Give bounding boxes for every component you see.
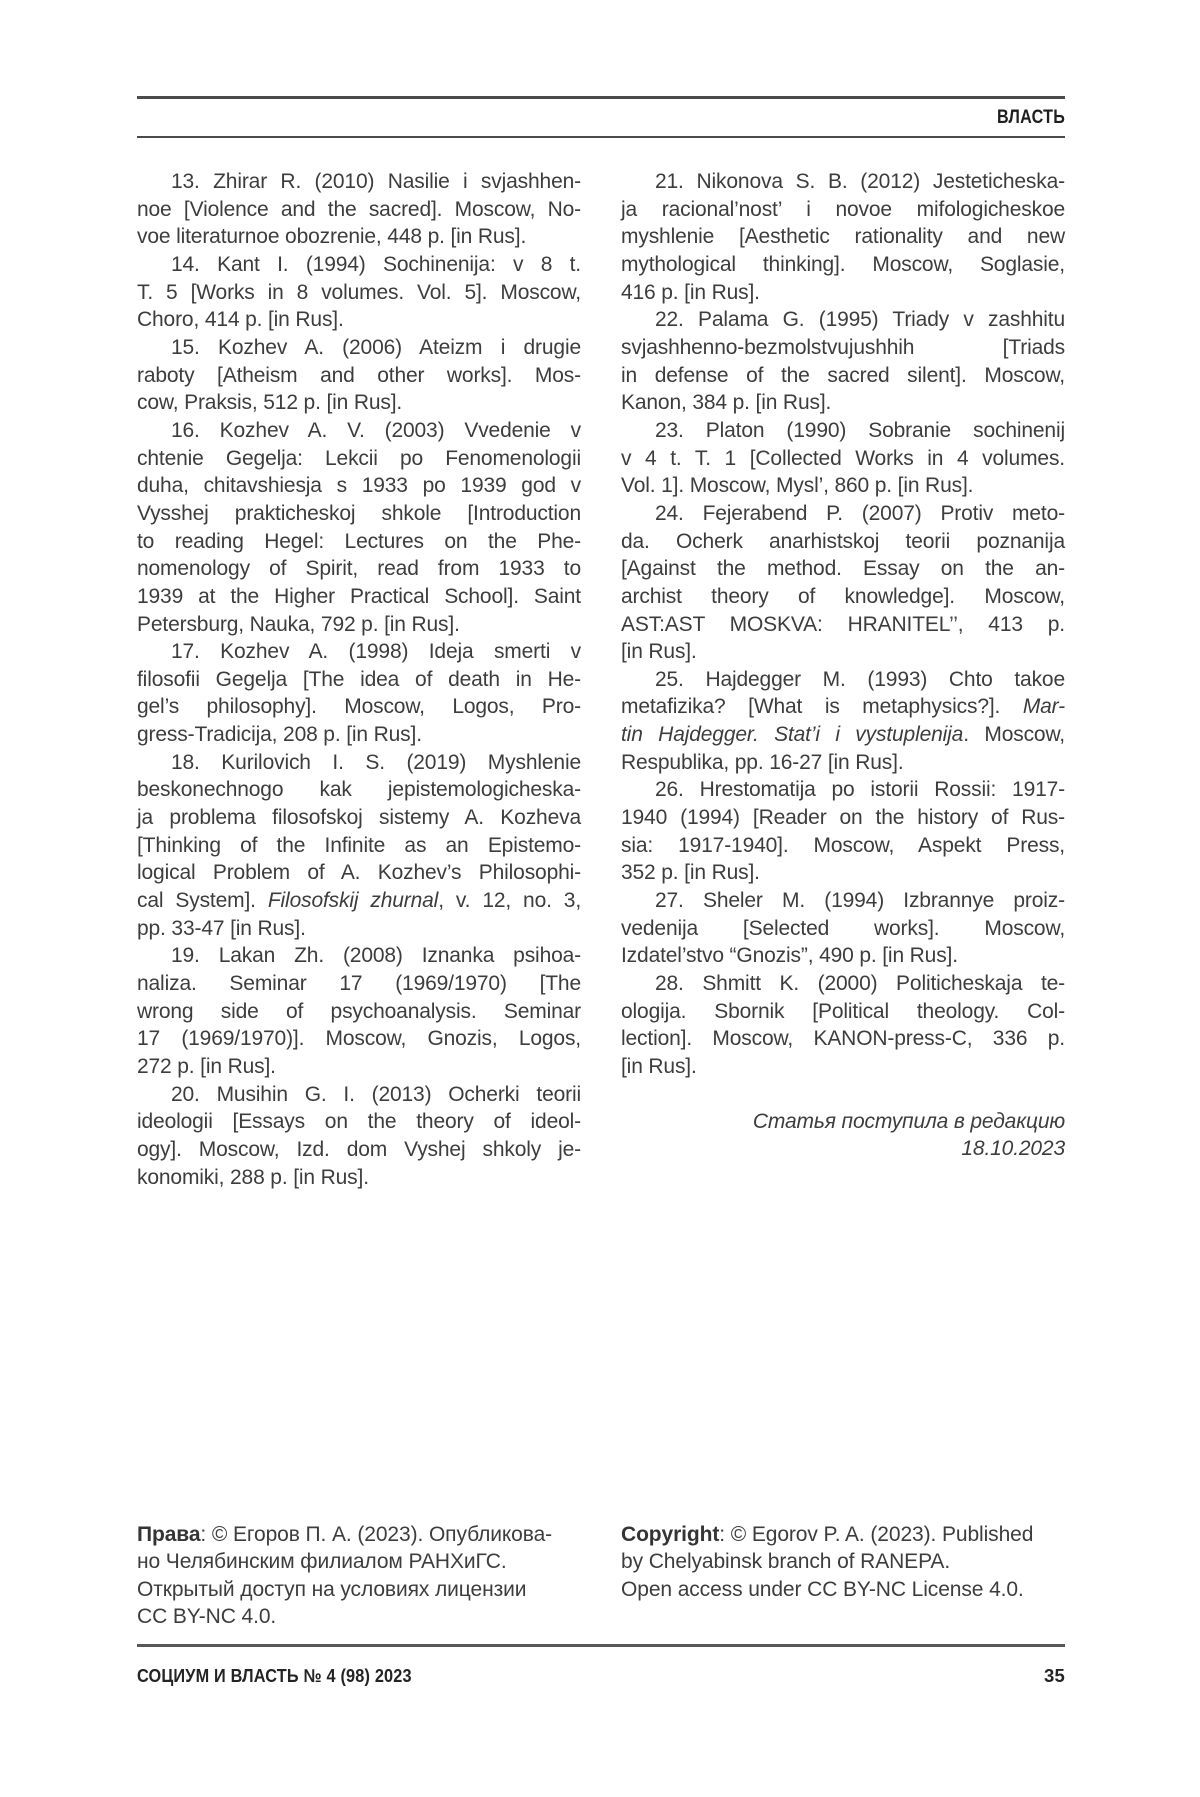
reference-line: to reading Hegel: Lectures on the Phe- [137, 529, 581, 553]
copyright-en [621, 1521, 1065, 1631]
reference-line: AST:AST MOSKVA: HRANITEL’’, 413 p. [621, 612, 1065, 636]
reference-line: 1940 (1994) [Reader on the history of Rus- [621, 806, 1065, 830]
reference-item [137, 942, 581, 1080]
reference-line: myshlenie [Aesthetic rationality and new [621, 225, 1065, 249]
reference-line: ja problema filosofskoj sistemy A. Kozheva [137, 806, 581, 830]
reference-line: beskonechnogo kak jepistemologicheska- [137, 778, 581, 802]
reference-line: da. Ocherk anarhistskoj teorii poznanija [621, 529, 1065, 553]
reference-line: lection]. Moscow, KANON-press-C, 336 p. [621, 1027, 1065, 1051]
reference-line: mythological thinking]. Moscow, Soglasie, [621, 252, 1065, 276]
reference-item [137, 417, 581, 638]
reference-item [137, 251, 581, 334]
reference-line: ogy]. Moscow, Izd. dom Vyshej shkoly je- [137, 1137, 581, 1161]
reference-line: gel’s philosophy]. Moscow, Logos, Pro- [137, 695, 581, 719]
reference-line: 20. Musihin G. I. (2013) Ocherki teorii [171, 1082, 581, 1106]
reference-item [137, 638, 581, 749]
reference-line: 25. Hajdegger M. (1993) Chto takoe [655, 667, 1065, 691]
reference-line: 14. Kant I. (1994) Sochinenija: v 8 t. [171, 252, 581, 276]
reference-line: voe literaturnoe obozrenie, 448 p. [in Rus]. [137, 225, 527, 249]
reference-line: nomenology of Spirit, read from 1933 to [137, 557, 581, 581]
reference-line: 21. Nikonova S. B. (2012) Jesteticheska- [655, 170, 1065, 193]
reference-line: Izdatel’stvo “Gnozis”, 490 p. [in Rus]. [621, 944, 958, 968]
reference-line: 416 p. [in Rus]. [621, 280, 760, 304]
reference-line: filosofii Gegelja [The idea of death in He- [137, 667, 581, 691]
reference-item [621, 970, 1065, 1081]
reference-item [137, 749, 581, 943]
reference-line: ologija. Sbornik [Political theology. Col- [621, 999, 1065, 1023]
reference-line: T. 5 [Works in 8 volumes. Vol. 5]. Moscow, [137, 280, 581, 304]
reference-line: [in Rus]. [621, 1055, 697, 1078]
footer-page-number: 35 [1044, 1665, 1065, 1686]
header-title-row [137, 99, 1065, 136]
page-header [137, 96, 1065, 138]
reference-line: wrong side of psychoanalysis. Seminar [137, 999, 581, 1023]
journal-section-label: ВЛАСТЬ [996, 106, 1065, 128]
copyright-line: by Chelyabinsk branch of RANEPA. [621, 1550, 951, 1574]
reference-line: 24. Fejerabend P. (2007) Protiv meto- [655, 501, 1065, 525]
reference-line: metafizika? [What is metaphysics?]. Mar- [621, 695, 1065, 719]
reference-line: 23. Platon (1990) Sobranie sochinenij [655, 418, 1065, 442]
reference-line: 28. Shmitt K. (2000) Politicheskaja te- [655, 972, 1065, 996]
reference-item [621, 666, 1065, 777]
reference-line: Vysshej prakticheskoj shkole [Introduction [137, 501, 581, 525]
reference-item [621, 776, 1065, 887]
reference-line: archist theory of knowledge]. Moscow, [621, 584, 1065, 608]
reference-line: konomiki, 288 p. [in Rus]. [137, 1165, 369, 1189]
reference-line: svjashhenno-bezmolstvujushhih [Triads [621, 335, 1065, 359]
reference-line: duha, chitavshiesja s 1933 po 1939 god v [137, 474, 581, 498]
references-right [621, 168, 1065, 1191]
copyright-line: Права: © Егоров П. А. (2023). Опубликова- [137, 1523, 553, 1546]
reference-line: ideologii [Essays on the theory of ideol- [137, 1110, 581, 1134]
reference-item [137, 168, 581, 251]
reference-line: 18. Kurilovich I. S. (2019) Myshlenie [171, 750, 581, 774]
submission-note [621, 1108, 1065, 1163]
reference-line: 19. Lakan Zh. (2008) Iznanka psihoa- [171, 944, 581, 968]
reference-line: tin Hajdegger. Stat’i i vystuplenija. Moscow, [621, 723, 1065, 747]
reference-line: chtenie Gegelja: Lekcii po Fenomenologii [137, 446, 581, 470]
copyright-line: Открытый доступ на условиях лицензии [137, 1577, 527, 1601]
reference-line: 17. Kozhev A. (1998) Ideja smerti v [171, 640, 581, 664]
reference-line: [Thinking of the Infinite as an Epistemo- [137, 833, 581, 857]
reference-line: [in Rus]. [621, 640, 697, 664]
reference-line: gress-Tradicija, 208 p. [in Rus]. [137, 723, 422, 747]
reference-item [621, 168, 1065, 306]
reference-line: cal System]. Filosofskij zhurnal, v. 12, no. 3, [137, 889, 581, 913]
reference-line: 13. Zhirar R. (2010) Nasilie i svjashhen- [171, 170, 581, 193]
reference-line: raboty [Atheism and other works]. Mos- [137, 363, 581, 387]
footer-rule [137, 1644, 1065, 1647]
footer-journal-title: СОЦИУМ И ВЛАСТЬ № 4 (98) 2023 [137, 1665, 412, 1686]
reference-line: 26. Hrestomatija po istorii Rossii: 1917- [655, 778, 1065, 802]
reference-line: 352 p. [in Rus]. [621, 861, 760, 885]
reference-line: pp. 33-47 [in Rus]. [137, 916, 306, 940]
copyright-line: но Челябинским филиалом РАНХиГС. [137, 1550, 507, 1574]
reference-line: 272 p. [in Rus]. [137, 1055, 276, 1078]
reference-line: 15. Kozhev A. (2006) Ateizm i drugie [171, 335, 581, 359]
reference-line: 17 (1969/1970)]. Moscow, Gnozis, Logos, [137, 1027, 581, 1051]
reference-line: 22. Palama G. (1995) Triady v zashhitu [655, 308, 1065, 332]
reference-line: naliza. Seminar 17 (1969/1970) [The [137, 972, 581, 996]
references-columns [137, 168, 1065, 1191]
copyright-line: CC BY-NC 4.0. [137, 1605, 277, 1629]
reference-item [621, 500, 1065, 666]
reference-line: ja racional’nost’ i novoe mifologicheskoe [621, 197, 1065, 221]
reference-line: noe [Violence and the sacred]. Moscow, No- [137, 197, 581, 221]
reference-item [137, 334, 581, 417]
copyright-line: Open access under CC BY-NC License 4.0. [621, 1577, 1024, 1601]
reference-line: v 4 t. T. 1 [Collected Works in 4 volumes. [621, 446, 1065, 470]
reference-line: Vol. 1]. Moscow, Mysl’, 860 p. [in Rus]. [621, 474, 974, 498]
reference-line: Kanon, 384 p. [in Rus]. [621, 391, 832, 415]
reference-item [621, 887, 1065, 970]
reference-line: sia: 1917-1940]. Moscow, Aspekt Press, [621, 833, 1065, 857]
footer-row [137, 1665, 1065, 1687]
reference-line: Petersburg, Nauka, 792 p. [in Rus]. [137, 612, 460, 636]
reference-line: in defense of the sacred silent]. Moscow, [621, 363, 1065, 387]
reference-item [137, 1081, 581, 1192]
reference-line: logical Problem of A. Kozhev’s Philosophi- [137, 861, 581, 885]
reference-line: 1939 at the Higher Practical School]. Saint [137, 584, 581, 608]
reference-item [621, 306, 1065, 417]
submission-date: 18.10.2023 [961, 1137, 1065, 1161]
copyright-row [137, 1521, 1065, 1631]
reference-item [621, 417, 1065, 500]
page-footer [137, 1644, 1065, 1687]
copyright-line: Copyright: © Egorov P. A. (2023). Published [621, 1523, 1034, 1546]
reference-line: cow, Praksis, 512 p. [in Rus]. [137, 391, 403, 415]
reference-line: Respublika, pp. 16-27 [in Rus]. [621, 750, 904, 774]
reference-line: 16. Kozhev A. V. (2003) Vvedenie v [171, 418, 581, 442]
references-left [137, 168, 581, 1191]
header-rule-bottom [137, 136, 1065, 139]
submission-note-line: Статья поступила в редакцию [752, 1109, 1065, 1133]
reference-line: [Against the method. Essay on the an- [621, 557, 1065, 581]
copyright-ru [137, 1521, 581, 1631]
reference-line: 27. Sheler M. (1994) Izbrannye proiz- [655, 889, 1065, 913]
reference-line: vedenija [Selected works]. Moscow, [621, 916, 1065, 940]
reference-line: Choro, 414 p. [in Rus]. [137, 308, 344, 332]
